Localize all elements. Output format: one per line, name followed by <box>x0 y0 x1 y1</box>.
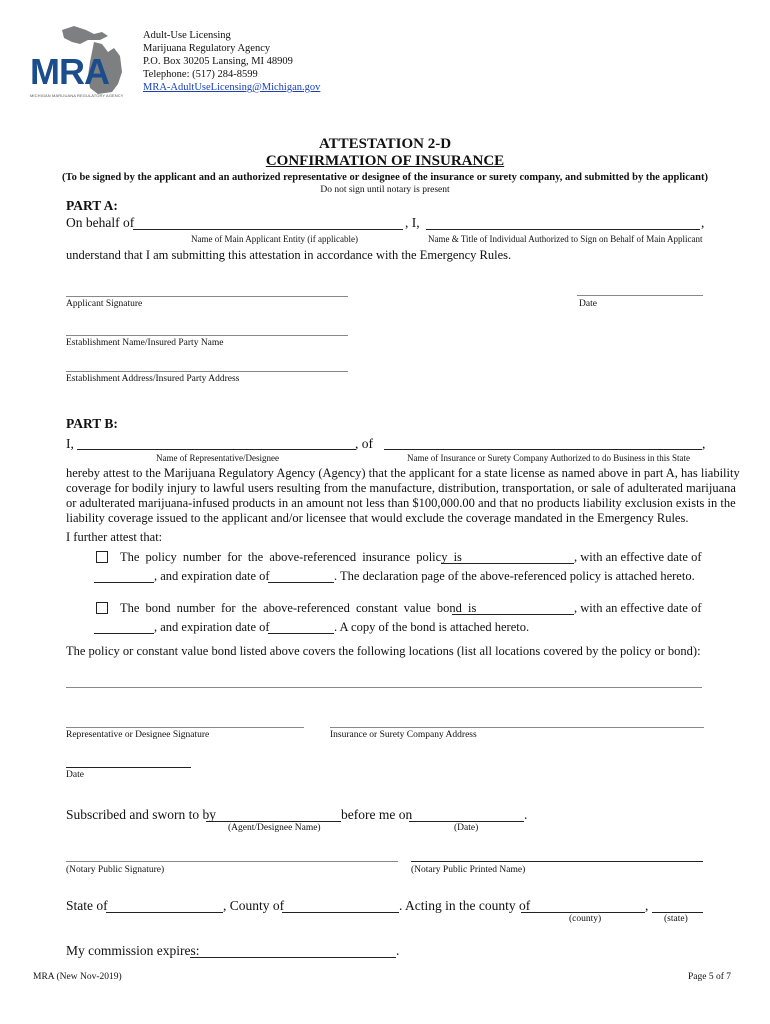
bond-effective-text: , with an effective date of <box>574 601 702 615</box>
company-caption: Name of Insurance or Surety Company Authorized to do Business in this State <box>407 453 690 463</box>
rep-signature-field[interactable] <box>66 727 304 728</box>
agent-name-field[interactable] <box>206 821 341 822</box>
commission-period: . <box>396 943 400 958</box>
applicant-signature-field[interactable] <box>66 296 348 297</box>
agency-line: Adult-Use Licensing <box>143 30 231 41</box>
insurance-company-field[interactable] <box>384 449 702 450</box>
subscribed-label: Subscribed and sworn to by <box>66 807 216 822</box>
part-b-heading: PART B: <box>66 416 118 431</box>
of-label: , of <box>355 436 373 451</box>
attestation-paragraph <box>66 466 740 526</box>
bond-number-field[interactable] <box>452 614 574 615</box>
acting-county-field[interactable] <box>521 912 645 913</box>
trailing-comma: , <box>701 215 705 230</box>
form-subtitle <box>0 153 770 170</box>
commission-label: My commission expires: <box>66 943 200 958</box>
part-a-heading: PART A: <box>66 198 118 213</box>
company-address-label: Insurance or Surety Company Address <box>330 730 477 740</box>
notary-printed-field[interactable] <box>411 861 703 862</box>
policy-effective-date-field[interactable] <box>94 582 154 583</box>
bond-checkbox[interactable] <box>96 601 108 619</box>
rep-signature-label: Representative or Designee Signature <box>66 730 210 740</box>
establishment-name-field[interactable] <box>66 335 348 336</box>
company-address-field[interactable] <box>330 727 704 728</box>
policy-expiration-date-field[interactable] <box>268 582 334 583</box>
paragraph-line: liability coverage issued to the applicant and/or licensee that would exclude the coverage mandated in the Emergency Rules. <box>66 511 689 525</box>
sworn-period: . <box>524 807 528 822</box>
form-title: ATTESTATION 2-D <box>318 136 452 152</box>
bond-expiration-date-field[interactable] <box>268 633 334 634</box>
county-caption: (county) <box>569 914 602 924</box>
policy-effective-text: , with an effective date of <box>574 550 702 564</box>
on-behalf-label: On behalf of <box>66 215 135 230</box>
county-field[interactable] <box>282 912 399 913</box>
signing-instruction: (To be signed by the applicant and an authorized representative or designee of the insurance or surety company, and submitted by the applicant) <box>62 172 708 183</box>
establishment-name-label: Establishment Name/Insured Party Name <box>66 338 224 348</box>
bond-attached-text: . A copy of the bond is attached hereto. <box>334 620 530 634</box>
individual-caption: Name & Title of Individual Authorized to Sign on Behalf of Main Applicant <box>428 234 703 244</box>
agency-line: P.O. Box 30205 Lansing, MI 48909 <box>143 56 293 67</box>
state-of-label: State of <box>66 898 108 913</box>
paragraph-line: or adulterated marijuana-infused products in an amount not less than $100,000.00 and that no products liability exclusion exists in the <box>66 496 736 510</box>
acting-comma: , <box>645 898 649 913</box>
footer-page-number: Page 5 of 7 <box>688 972 732 982</box>
entity-caption: Name of Main Applicant Entity (if applicable) <box>191 234 358 244</box>
form-subtitle-text: CONFIRMATION OF INSURANCE <box>265 153 505 169</box>
policy-number-text: The policy number for the above-referenced insurance policy is <box>120 550 462 564</box>
commission-expires-field[interactable] <box>190 957 396 958</box>
before-me-label: before me on <box>341 807 413 822</box>
applicant-date-field[interactable] <box>577 295 703 296</box>
locations-field[interactable] <box>66 687 702 688</box>
agency-line: Telephone: (517) 284-8599 <box>143 69 258 80</box>
sworn-date-field[interactable] <box>409 821 524 822</box>
notary-signature-label: (Notary Public Signature) <box>66 865 165 875</box>
logo-text: MRA <box>30 51 109 92</box>
agent-caption: (Agent/Designee Name) <box>228 823 321 833</box>
state-caption: (state) <box>664 914 688 924</box>
acting-state-field[interactable] <box>652 912 703 913</box>
logo-subtext: MICHIGAN MARIJUANA REGULATORY AGENCY <box>30 93 124 98</box>
paragraph-line: coverage for bodily injury to lawful users resulting from the manufacture, distribution, transportation, or sale of adulterated marijuana <box>66 481 736 495</box>
policy-number-field[interactable] <box>441 563 574 564</box>
representative-name-field[interactable] <box>77 449 356 450</box>
establishment-address-label: Establishment Address/Insured Party Address <box>66 374 240 384</box>
acting-county-label: . Acting in the county of <box>399 898 531 913</box>
trailing-comma: , <box>702 436 706 451</box>
establishment-address-field[interactable] <box>66 371 348 372</box>
authorized-individual-field[interactable] <box>426 229 700 230</box>
agency-line: Marijuana Regulatory Agency <box>143 43 271 54</box>
county-of-label: , County of <box>223 898 285 913</box>
policy-expiration-text: , and expiration date of <box>154 569 270 583</box>
applicant-signature-label: Applicant Signature <box>66 299 143 309</box>
paragraph-line: hereby attest to the Marijuana Regulatory Agency (Agency) that the applicant for a state license as named above in part A, has liability <box>66 466 740 480</box>
notary-signature-field[interactable] <box>66 861 398 862</box>
bond-effective-date-field[interactable] <box>94 633 154 634</box>
policy-attached-text: . The declaration page of the above-referenced policy is attached hereto. <box>334 569 695 583</box>
policy-checkbox[interactable] <box>96 550 108 568</box>
applicant-date-label: Date <box>579 299 597 309</box>
locations-text: The policy or constant value bond listed above covers the following locations (list all locations covered by the policy or bond): <box>66 644 701 658</box>
state-field[interactable] <box>106 912 223 913</box>
rep-date-field[interactable] <box>66 767 191 768</box>
agency-email-link[interactable]: MRA-AdultUseLicensing@Michigan.gov <box>143 82 321 93</box>
date-caption: (Date) <box>454 823 479 833</box>
notary-note: Do not sign until notary is present <box>320 185 450 195</box>
agency-address-block <box>143 29 320 94</box>
bond-expiration-text: , and expiration date of <box>154 620 270 634</box>
understand-text: understand that I am submitting this attestation in accordance with the Emergency Rules. <box>66 248 512 262</box>
bond-number-text: The bond number for the above-referenced constant value bond is <box>120 601 477 615</box>
footer-revision: MRA (New Nov-2019) <box>33 972 122 982</box>
further-attest-label: I further attest that: <box>66 530 163 544</box>
representative-caption: Name of Representative/Designee <box>156 453 279 463</box>
rep-date-label: Date <box>66 770 84 780</box>
notary-printed-label: (Notary Public Printed Name) <box>411 865 526 875</box>
i-label: I, <box>66 436 74 451</box>
main-applicant-entity-field[interactable] <box>133 229 403 230</box>
comma-i-label: , I, <box>405 215 420 230</box>
